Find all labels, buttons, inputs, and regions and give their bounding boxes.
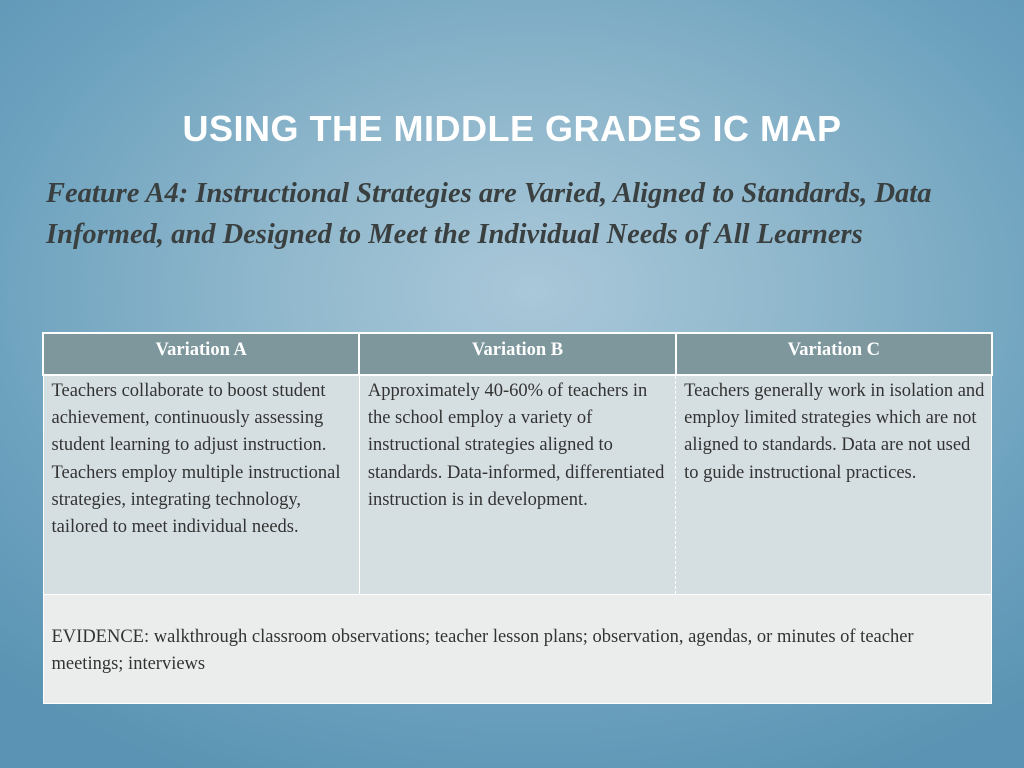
cell-variation-b: Approximately 40-60% of teachers in the school employ a variety of instructional strategies aligned to standards. Data-informed, differentiated instruction is in development. [359, 375, 675, 595]
header-variation-a: Variation A [43, 333, 359, 375]
feature-subtitle: Feature A4: Instructional Strategies are Varied, Aligned to Standards, Data Informed, and Designed to Meet the Individual Needs of All Learners [46, 178, 932, 250]
header-variation-b: Variation B [359, 333, 675, 375]
cell-variation-c: Teachers generally work in isolation and employ limited strategies which are not aligned to standards. Data are not used to guide instructional practices. [676, 375, 992, 595]
header-variation-c: Variation C [676, 333, 992, 375]
slide-title: USING THE MIDDLE GRADES IC MAP [182, 108, 842, 150]
header-row [43, 333, 992, 375]
evidence-row [43, 595, 992, 704]
cell-variation-a: Teachers collaborate to boost student achievement, continuously assessing student learning to adjust instruction. Teachers employ multiple instructional strategies, integrating technology, tailored to meet individual needs. [43, 375, 359, 595]
ic-map-table [42, 332, 993, 704]
evidence-cell: EVIDENCE: walkthrough classroom observations; teacher lesson plans; observation, agendas, or minutes of teacher meetings; interviews [43, 595, 992, 704]
variation-row [43, 375, 992, 595]
